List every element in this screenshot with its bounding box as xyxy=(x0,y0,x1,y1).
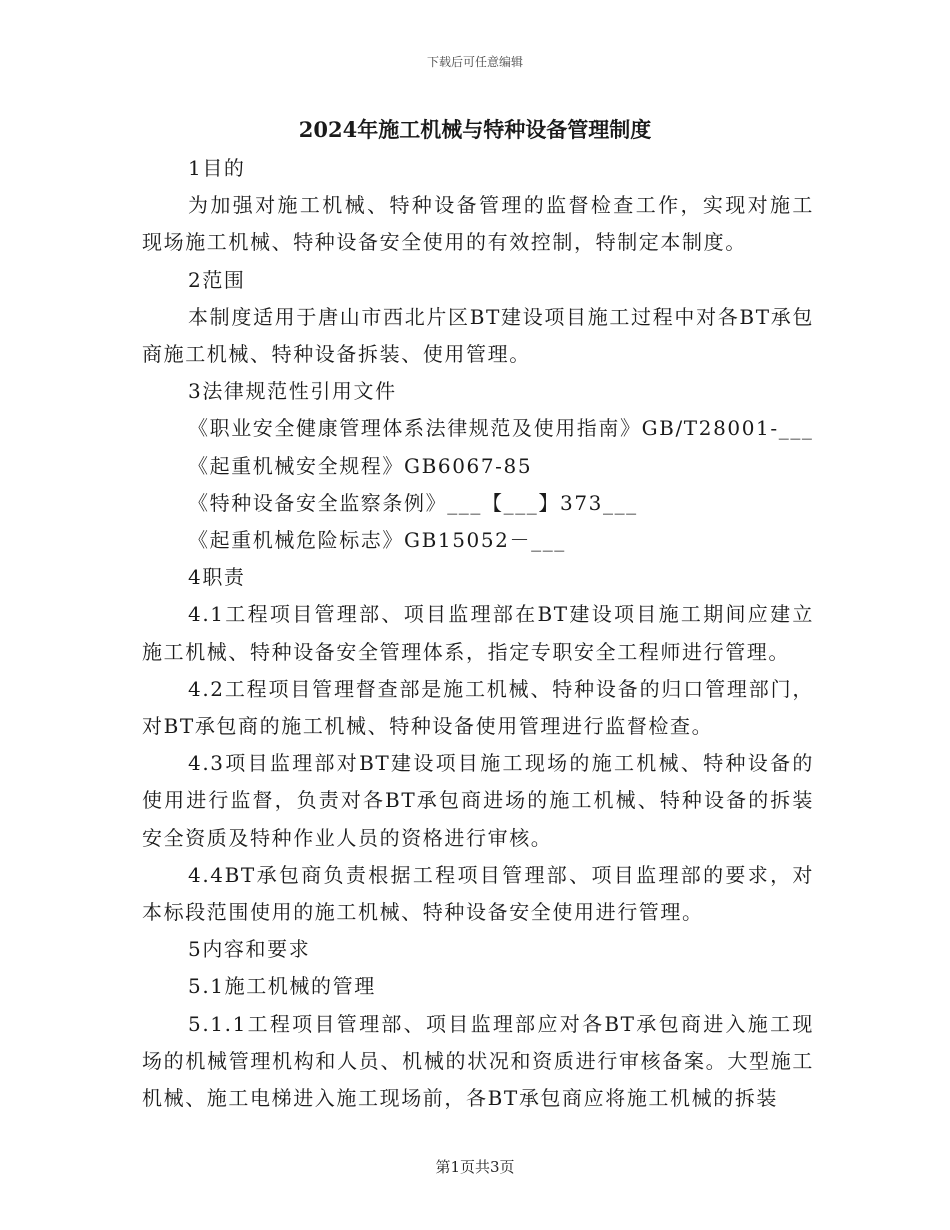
section-heading-duties: 4职责 xyxy=(188,565,246,590)
page-number: 第1页共3页 xyxy=(435,1158,515,1176)
document-title: 2024年施工机械与特种设备管理制度 xyxy=(298,117,652,142)
reference-item: 《起重机械危险标志》GB15052－___ xyxy=(188,528,566,553)
paragraph-duty-4-1: 4.1工程项目管理部、项目监理部在BT建设项目施工期间应建立施工机械、特种设备安全管理体系，指定专职安全工程师进行管理。 xyxy=(142,602,814,664)
reference-item: 《特种设备安全监察条例》___【___】373___ xyxy=(188,490,638,515)
reference-item: 《起重机械安全规程》GB6067-85 xyxy=(188,453,533,478)
paragraph-duty-4-2: 4.2工程项目管理督查部是施工机械、特种设备的归口管理部门，对BT承包商的施工机械、特种设备使用管理进行监督检查。 xyxy=(142,676,814,739)
reference-item: 《职业安全健康管理体系法律规范及使用指南》GB/T28001-___ xyxy=(188,416,814,441)
section-heading-scope: 2范围 xyxy=(188,267,246,292)
document-body xyxy=(142,150,814,1117)
section-heading-content: 5内容和要求 xyxy=(188,937,311,962)
paragraph-purpose: 为加强对施工机械、特种设备管理的监督检查工作，实现对施工现场施工机械、特种设备安全使用的有效控制，特制定本制度。 xyxy=(142,193,814,255)
section-heading-references: 3法律规范性引用文件 xyxy=(188,379,397,404)
download-note: 下载后可任意编辑 xyxy=(426,55,523,69)
paragraph-duty-4-3: 4.3项目监理部对BT建设项目施工现场的施工机械、特种设备的使用进行监督，负责对各BT承包商进场的施工机械、特种设备的拆装安全资质及特种作业人员的资格进行审核。 xyxy=(142,751,814,850)
section-heading-purpose: 1目的 xyxy=(188,156,246,180)
paragraph-duty-4-4: 4.4BT承包商负责根据工程项目管理部、项目监理部的要求，对本标段范围使用的施工机械、特种设备安全使用进行管理。 xyxy=(142,862,814,925)
paragraph-scope: 本制度适用于唐山市西北片区BT建设项目施工过程中对各BT承包商施工机械、特种设备拆装、使用管理。 xyxy=(142,304,814,367)
subsection-heading-5-1: 5.1施工机械的管理 xyxy=(188,974,376,999)
paragraph-5-1-1: 5.1.1工程项目管理部、项目监理部应对各BT承包商进入施工现场的机械管理机构和人员、机械的状况和资质进行审核备案。大型施工机械、施工电梯进入施工现场前，各BT承包商应将施工机械的拆装 xyxy=(142,1011,814,1111)
